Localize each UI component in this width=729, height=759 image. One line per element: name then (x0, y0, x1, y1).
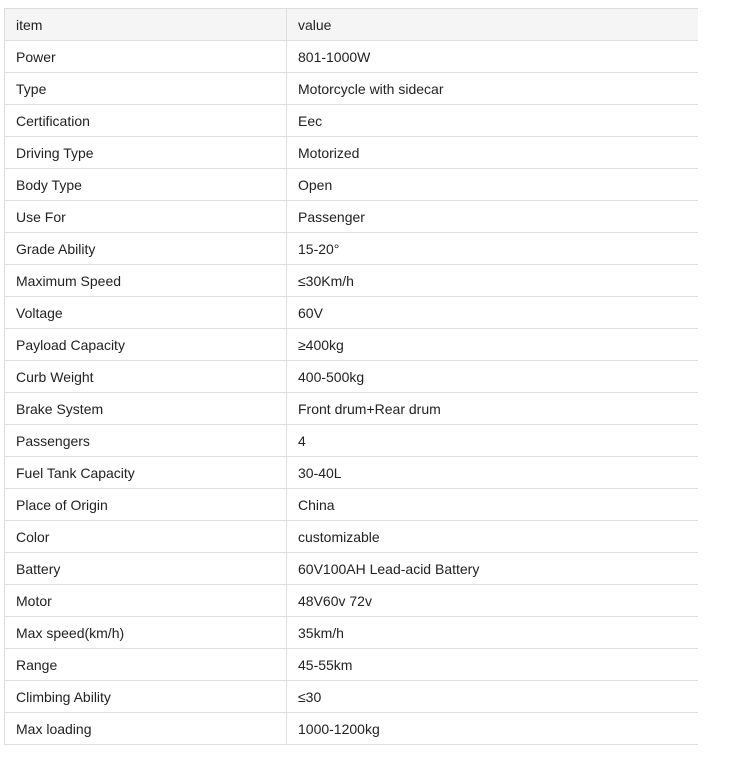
spec-table (4, 8, 698, 745)
cell-value: 60V (287, 297, 698, 329)
cell-value: Passenger (287, 201, 698, 233)
cell-value: Front drum+Rear drum (287, 393, 698, 425)
table-body (5, 41, 698, 745)
cell-item: Place of Origin (5, 489, 287, 521)
cell-value: Eec (287, 105, 698, 137)
cell-item: Fuel Tank Capacity (5, 457, 287, 489)
table-row (5, 521, 698, 553)
header-row (5, 9, 698, 41)
cell-item: Grade Ability (5, 233, 287, 265)
cell-value: China (287, 489, 698, 521)
cell-value: 400-500kg (287, 361, 698, 393)
cell-item: Range (5, 649, 287, 681)
cell-item: Brake System (5, 393, 287, 425)
spec-table-container (4, 8, 697, 745)
cell-item: Color (5, 521, 287, 553)
cell-value: Motorized (287, 137, 698, 169)
table-row (5, 457, 698, 489)
table-row (5, 137, 698, 169)
cell-item: Maximum Speed (5, 265, 287, 297)
cell-item: Max loading (5, 713, 287, 745)
cell-item: Curb Weight (5, 361, 287, 393)
cell-item: Motor (5, 585, 287, 617)
header-item: item (5, 9, 287, 41)
cell-value: 4 (287, 425, 698, 457)
table-row (5, 393, 698, 425)
table-row (5, 265, 698, 297)
cell-value: 1000-1200kg (287, 713, 698, 745)
cell-item: Voltage (5, 297, 287, 329)
table-row (5, 585, 698, 617)
cell-value: 45-55km (287, 649, 698, 681)
cell-item: Passengers (5, 425, 287, 457)
table-row (5, 329, 698, 361)
cell-value: 60V100AH Lead-acid Battery (287, 553, 698, 585)
table-row (5, 361, 698, 393)
table-row (5, 649, 698, 681)
cell-item: Driving Type (5, 137, 287, 169)
table-row (5, 553, 698, 585)
cell-value: ≥400kg (287, 329, 698, 361)
cell-item: Certification (5, 105, 287, 137)
cell-item: Type (5, 73, 287, 105)
table-row (5, 297, 698, 329)
table-row (5, 489, 698, 521)
cell-value: 48V60v 72v (287, 585, 698, 617)
cell-item: Power (5, 41, 287, 73)
cell-item: Body Type (5, 169, 287, 201)
table-row (5, 425, 698, 457)
cell-item: Use For (5, 201, 287, 233)
header-value: value (287, 9, 698, 41)
table-row (5, 201, 698, 233)
table-row (5, 41, 698, 73)
table-header (5, 9, 698, 41)
cell-item: Payload Capacity (5, 329, 287, 361)
cell-item: Max speed(km/h) (5, 617, 287, 649)
cell-value: 30-40L (287, 457, 698, 489)
table-row (5, 681, 698, 713)
table-row (5, 713, 698, 745)
table-row (5, 169, 698, 201)
table-row (5, 617, 698, 649)
cell-item: Battery (5, 553, 287, 585)
cell-value: ≤30Km/h (287, 265, 698, 297)
table-row (5, 73, 698, 105)
table-row (5, 105, 698, 137)
cell-value: customizable (287, 521, 698, 553)
table-row (5, 233, 698, 265)
cell-value: ≤30 (287, 681, 698, 713)
cell-value: Motorcycle with sidecar (287, 73, 698, 105)
cell-item: Climbing Ability (5, 681, 287, 713)
cell-value: Open (287, 169, 698, 201)
cell-value: 35km/h (287, 617, 698, 649)
cell-value: 801-1000W (287, 41, 698, 73)
cell-value: 15-20° (287, 233, 698, 265)
